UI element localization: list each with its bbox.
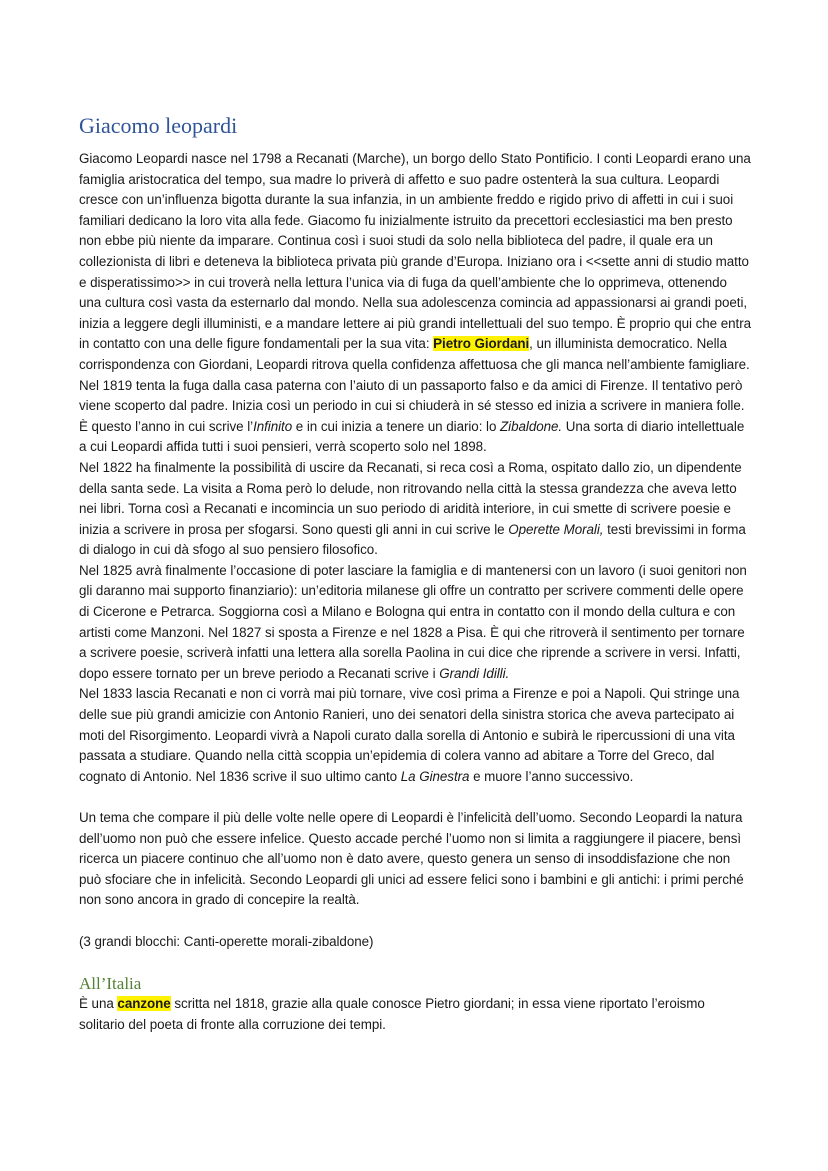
paragraph-1822	[79, 458, 751, 561]
document-page	[79, 112, 751, 1035]
paragraph-text: , un illuminista democratico. Nella corrispondenza con Giordani, Leopardi ritrova quella confidenza affettuosa che gli manca nell’ambiente famigliare.	[79, 336, 750, 372]
paragraph-text: Nel 1833 lascia Recanati e non ci vorrà mai più tornare, vive così prima a Firenze e poi a Napoli. Qui stringe una delle sue più grandi amicizie con Antonio Ranieri, uno dei senatori della sinistra storica che aveva partecipato ai moti del Risorgimento. Leopardi vivrà a Napoli curato dalla sorella di Antonio e subirà le ripercussioni di una vita passata a studiare. Quando nella città scoppia un’epidemia di colera vanno ad abitare a Torre del Greco, dal cognato di Antonio. Nel 1836 scrive il suo ultimo canto	[79, 686, 740, 784]
highlighted-name-pietro-giordani: Pietro Giordani	[433, 336, 530, 352]
italic-title-la-ginestra: La Ginestra	[400, 768, 470, 784]
section-title-all-italia: All’Italia	[79, 974, 142, 994]
paragraph-note-blocchi: (3 grandi blocchi: Canti-operette morali-zibaldone)	[79, 933, 374, 949]
section-spacer	[79, 952, 751, 974]
paragraph-text: scritta nel 1818, grazie alla quale conosce Pietro giordani; in essa viene riportato l’eroismo solitario del poeta di fronte alla corruzione dei tempi.	[79, 996, 705, 1032]
italic-title-zibaldone: Zibaldone.	[500, 418, 563, 434]
italic-title-infinito: Infinito	[253, 418, 293, 434]
paragraph-text: Nel 1825 avrà finalmente l’occasione di poter lasciare la famiglia e di mantenersi con un lavoro (i suoi genitori non gli daranno mai supporto finanziario): un’editoria milanese gli offre un contratto per scrivere commenti delle opere di Cicerone e Petrarca. Soggiorna così a Milano e Bologna qui entra in contatto con il mondo della cultura e con artisti come Manzoni. Nel 1827 si sposta a Firenze e nel 1828 a Pisa. È qui che ritroverà il sentimento per tornare a scrivere poesie, scriverà infatti una lettera alla sorella Paolina in cui dice che riprende a scrivere in versi. Infatti, dopo essere tornato per un breve periodo a Recanati scrive i	[79, 562, 747, 681]
paragraph-1819	[79, 376, 751, 458]
paragraph-infelicita: Un tema che compare il più delle volte nelle opere di Leopardi è l’infelicità dell’uomo. Secondo Leopardi la natura dell’uomo non può che essere infelice. Questo accade perché l’uomo non si limita a raggiungere il piacere, bensì ricerca un piacere continuo che all’uomo non è dato avere, questo genera un senso di insoddisfazione che non può sfociare che in infelicità. Secondo Leopardi gli unici ad essere felici sono i bambini e gli antichi: i primi perché non sono ancora in grado di concepire la realtà.	[79, 810, 744, 908]
paragraph-spacer	[79, 787, 751, 808]
paragraph-text: Una sorta di diario intellettuale a cui Leopardi affida tutti i suoi pensieri, verrà scoperto solo nel 1898.	[79, 418, 745, 455]
paragraph-biography-intro	[79, 149, 751, 376]
paragraph-text: Nel 1819 tenta la fuga dalla casa paterna con l’aiuto di un passaporto falso e da amici di Firenze. Il tentativo però viene scoperto dal padre. Inizia così un periodo in cui si chiuderà in sé stesso ed inizia a scrivere in maniera folle. È questo l’anno in cui scrive l’	[79, 377, 745, 434]
paragraph-text: testi brevissimi in forma di dialogo in cui dà sfogo al suo pensiero filosofico.	[79, 521, 746, 558]
paragraph-text: e muore l’anno successivo.	[469, 768, 634, 784]
paragraph-text: È una	[79, 996, 118, 1012]
italic-title-operette-morali: Operette Morali,	[508, 521, 604, 537]
paragraph-spacer	[79, 911, 751, 932]
paragraph-1833	[79, 684, 751, 787]
paragraph-all-italia	[79, 994, 751, 1035]
paragraph-1825	[79, 561, 751, 685]
italic-title-grandi-idilli: Grandi Idilli.	[439, 665, 510, 681]
paragraph-text: e in cui inizia a tenere un diario: lo	[292, 418, 501, 434]
highlighted-word-canzone: canzone	[117, 996, 171, 1012]
document-title: Giacomo leopardi	[79, 113, 238, 138]
paragraph-text: Giacomo Leopardi nasce nel 1798 a Recanati (Marche), un borgo dello Stato Pontificio. I conti Leopardi erano una famiglia aristocratica del tempo, sua madre lo priverà di affetto e suo padre ostenterà la sua cultura. Leopardi cresce con un’influenza bigotta durante la sua infanzia, in un ambiente freddo e rigido privo di affetti in cui i suoi familiari dedicano la loro vita alla fede. Giacomo fu inizialmente istruito da precettori ecclesiastici ma ben presto non ebbe più niente da imparare. Continua così i suoi studi da solo nella biblioteca del padre, il quale era un collezionista di libri e deteneva la biblioteca privata più grande d’Europa. Iniziano ora i <<sette anni di studio matto e disperatissimo>> in cui troverà nella lettura l’unica via di fuga da quell’ambiente che lo opprimeva, ottenendo una cultura così vasta da esternarlo dal mondo. Nella sua adolescenza comincia ad appassionarsi ai grandi poeti, inizia a leggere degli illuministi, e a mandare lettere ai più grandi intellettuali del suo tempo. È proprio qui che entra in contatto con una delle figure fondamentali per la sua vita:	[79, 151, 752, 352]
paragraph-text: Nel 1822 ha finalmente la possibilità di uscire da Recanati, si reca così a Roma, ospitato dallo zio, un dipendente della santa sede. La visita a Roma però lo delude, non ritrovando nella città la stessa grandezza che aveva letto nei libri. Torna così a Recanati e incomincia un suo periodo di aridità interiore, in cui smette di scrivere poesie e inizia a scrivere in prosa per sfogarsi. Sono questi gli anni in cui scrive le	[79, 459, 742, 537]
